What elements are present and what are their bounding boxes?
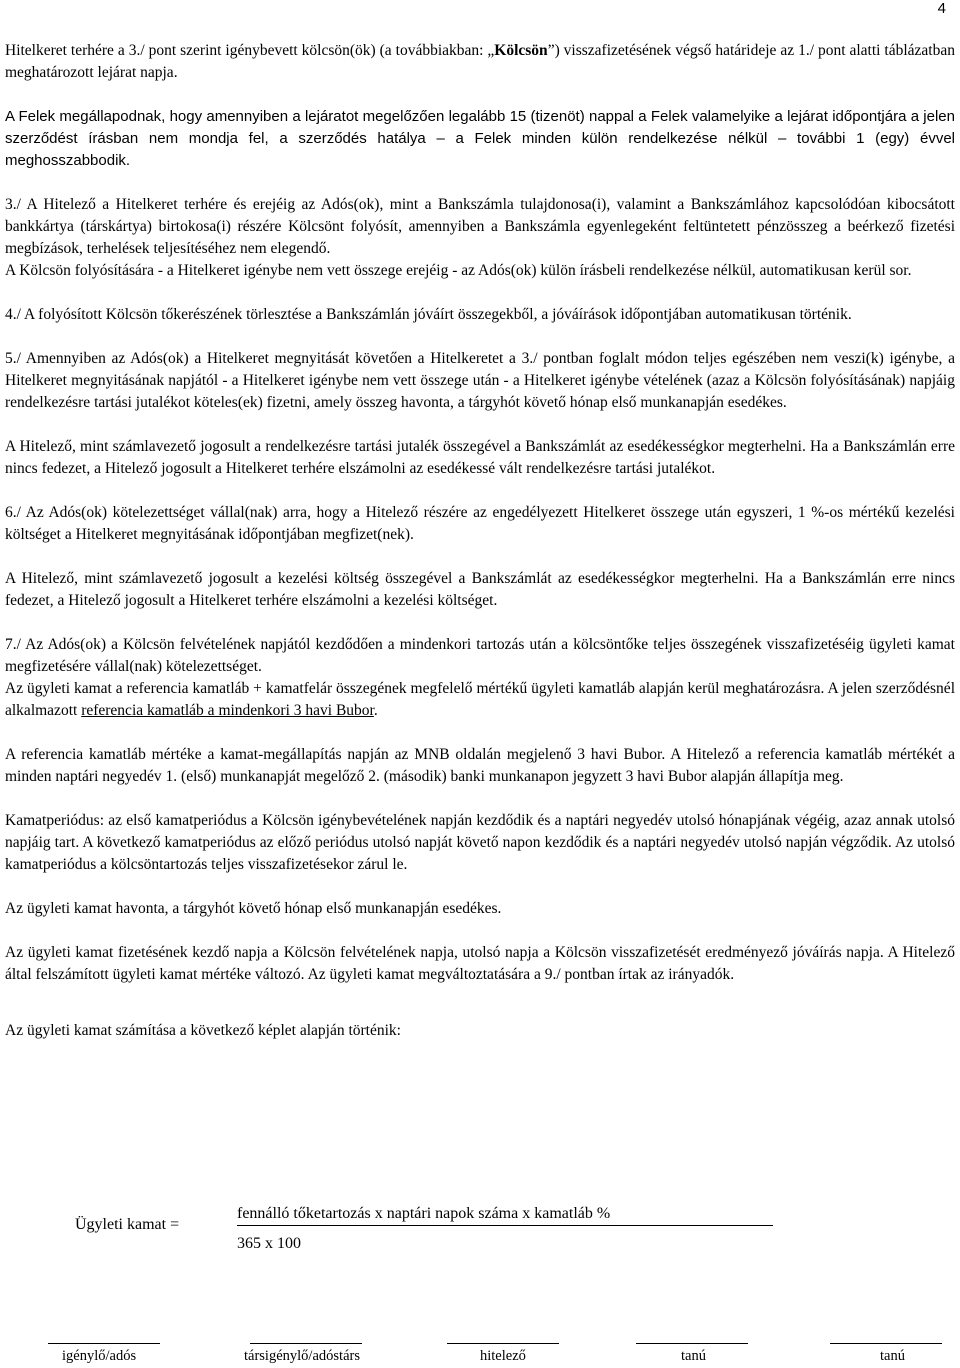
signature-label-witness-2: tanú xyxy=(880,1348,905,1364)
signature-line-applicant xyxy=(48,1343,160,1344)
signature-label-lender: hitelező xyxy=(480,1348,526,1364)
paragraph-section-4: 4./ A folyósított Kölcsön tőkerészének törlesztése a Bankszámlán jóváírt összegekből, a jóváírások időpontjában automatikusan történik. xyxy=(5,306,852,323)
signature-label-co-applicant: társigénylő/adóstárs xyxy=(244,1348,360,1364)
paragraph-formula-intro: Az ügyleti kamat számítása a következő képlet alapján történik: xyxy=(5,1022,401,1039)
formula-label: Ügyleti kamat = xyxy=(75,1216,180,1233)
paragraph-section-5: 5./ Amennyiben az Adós(ok) a Hitelkeret megnyitását követően a Hitelkeretet a 3./ pontban foglalt módon teljes egészében nem veszi(k) igénybe, a Hitelkeret megnyitásának napjától - a Hitelkeret igénybe nem vett összege után - a Hitelkeret igénybe vételének (azaz a Kölcsön folyósításának) napjáig rendelkezésre tartási jutalékot köteles(ek) fizetni, amely összeg havonta, a tárgyhót követő hónap első munkanapján esedékes. xyxy=(5,350,955,411)
paragraph-section-3-disbursement: A Kölcsön folyósítására - a Hitelkeret igénybe nem vett összege erejéig - az Adós(ok) külön írásbeli rendelkezése nélkül, automatikusan kerül sor. xyxy=(5,262,912,279)
paragraph-section-6: 6./ Az Adós(ok) kötelezettséget vállal(nak) arra, hogy a Hitelező részére az engedélyezett Hitelkeret összege után egyszeri, 1 %-os mértékű kezelési költséget a Hitelkeret megnyitásának időpontjában megfizet(nek). xyxy=(5,504,955,543)
signature-line-witness-2 xyxy=(830,1343,942,1344)
paragraph-maturity: Hitelkeret terhére a 3./ pont szerint igénybevett kölcsön(ök) (a továbbiakban: „Kölcsön”) visszafizetésének végső határideje az 1./ pont alatti táblázatban meghatározott lejárat napja. xyxy=(5,42,955,81)
paragraph-interest-due: Az ügyleti kamat havonta, a tárgyhót követő hónap első munkanapján esedékes. xyxy=(5,900,502,917)
paragraph-reference-rate: A referencia kamatláb mértéke a kamat-megállapítás napján az MNB oldalán megjelenő 3 havi Bubor. A Hitelező a referencia kamatláb mértékét a minden naptári negyedév 1. (első) munkanapját megelőző 2. (második) banki munkanapon jegyzett 3 havi Bubor alapján állapítja meg. xyxy=(5,746,955,785)
paragraph-interest-start-end: Az ügyleti kamat fizetésének kezdő napja a Kölcsön felvételének napja, utolsó napja a Kölcsön visszafizetését eredményező jóváírás napja. A Hitelező által felszámított ügyleti kamat mértéke változó. Az ügyleti kamat megváltoztatására a 9./ pontban írtak az irányadók. xyxy=(5,944,955,983)
signature-label-witness-1: tanú xyxy=(681,1348,706,1364)
formula-numerator: fennálló tőketartozás x naptári napok száma x kamatláb % xyxy=(237,1205,611,1222)
document-body xyxy=(5,40,955,1042)
interest-formula xyxy=(75,1200,775,1260)
page-number: 4 xyxy=(937,0,946,17)
signature-line-co-applicant xyxy=(250,1343,362,1344)
signature-line-witness-1 xyxy=(636,1343,748,1344)
paragraph-commitment-fee-debit: A Hitelező, mint számlavezető jogosult a rendelkezésre tartási jutalék összegével a Bankszámlát az esedékességkor megterhelni. Ha a Bankszámlán erre nincs fedezet, a Hitelező jogosult a Hitelkeret terhére elszámolni az esedékessé vált rendelkezésre tartási jutalékot. xyxy=(5,438,955,477)
signature-label-applicant: igénylő/adós xyxy=(62,1348,137,1364)
paragraph-section-7: 7./ Az Adós(ok) a Kölcsön felvételének napjától kezdődően a mindenkori tartozás után a kölcsöntőke teljes összegének visszafizetéséig ügyleti kamat megfizetésére vállal(nak) kötelezettséget. xyxy=(5,636,955,675)
paragraph-section-3: 3./ A Hitelező a Hitelkeret terhére és erejéig az Adós(ok), mint a Bankszámla tulajdonosa(i), valamint a Bankszámlához kapcsolódóan kibocsátott bankkártya (társkártya) birtokosa(i) részére Kölcsönt folyósít, amennyiben a Bankszámla egyenlegeként feltüntetett pénzösszeg a beérkező fizetési megbízások, terhelések teljesítéséhez nem elegendő. xyxy=(5,196,955,257)
signature-line-lender xyxy=(447,1343,559,1344)
formula-fraction-line xyxy=(237,1225,773,1226)
paragraph-interest-period: Kamatperiódus: az első kamatperiódus a Kölcsön igénybevételének napján kezdődik és a naptári negyedév utolsó hónapjának végéig, azaz annak utolsó napjáig tart. A következő kamatperiódus az előző periódus utolsó napját követő napon kezdődik és a naptári negyedév utolsó napján végződik. Az utolsó kamatperiódus a kölcsöntartozás teljes visszafizetésekor zárul le. xyxy=(5,812,955,873)
formula-denominator: 365 x 100 xyxy=(237,1235,301,1252)
paragraph-interest-rate: Az ügyleti kamat a referencia kamatláb + kamatfelár összegének megfelelő mértékű ügyleti kamatláb alapján kerül meghatározásra. A jelen szerződésnél alkalmazott referencia kamatláb a mindenkori 3 havi Bubor. xyxy=(5,680,955,719)
paragraph-extension: A Felek megállapodnak, hogy amennyiben a lejáratot megelőzően legalább 15 (tizenöt) nappal a Felek valamelyike a lejárat időpontjára a jelen szerződést írásban nem mondja fel, a szerződés hatálya – a Felek minden külön rendelkezése nélkül – további 1 (egy) évvel meghosszabbodik. xyxy=(5,108,955,169)
paragraph-handling-fee-debit: A Hitelező, mint számlavezető jogosult a kezelési költség összegével a Bankszámlát az esedékességkor megterhelni. Ha a Bankszámlán erre nincs fedezet, a Hitelező jogosult a Hitelkeret terhére elszámolni a kezelési költséget. xyxy=(5,570,955,609)
